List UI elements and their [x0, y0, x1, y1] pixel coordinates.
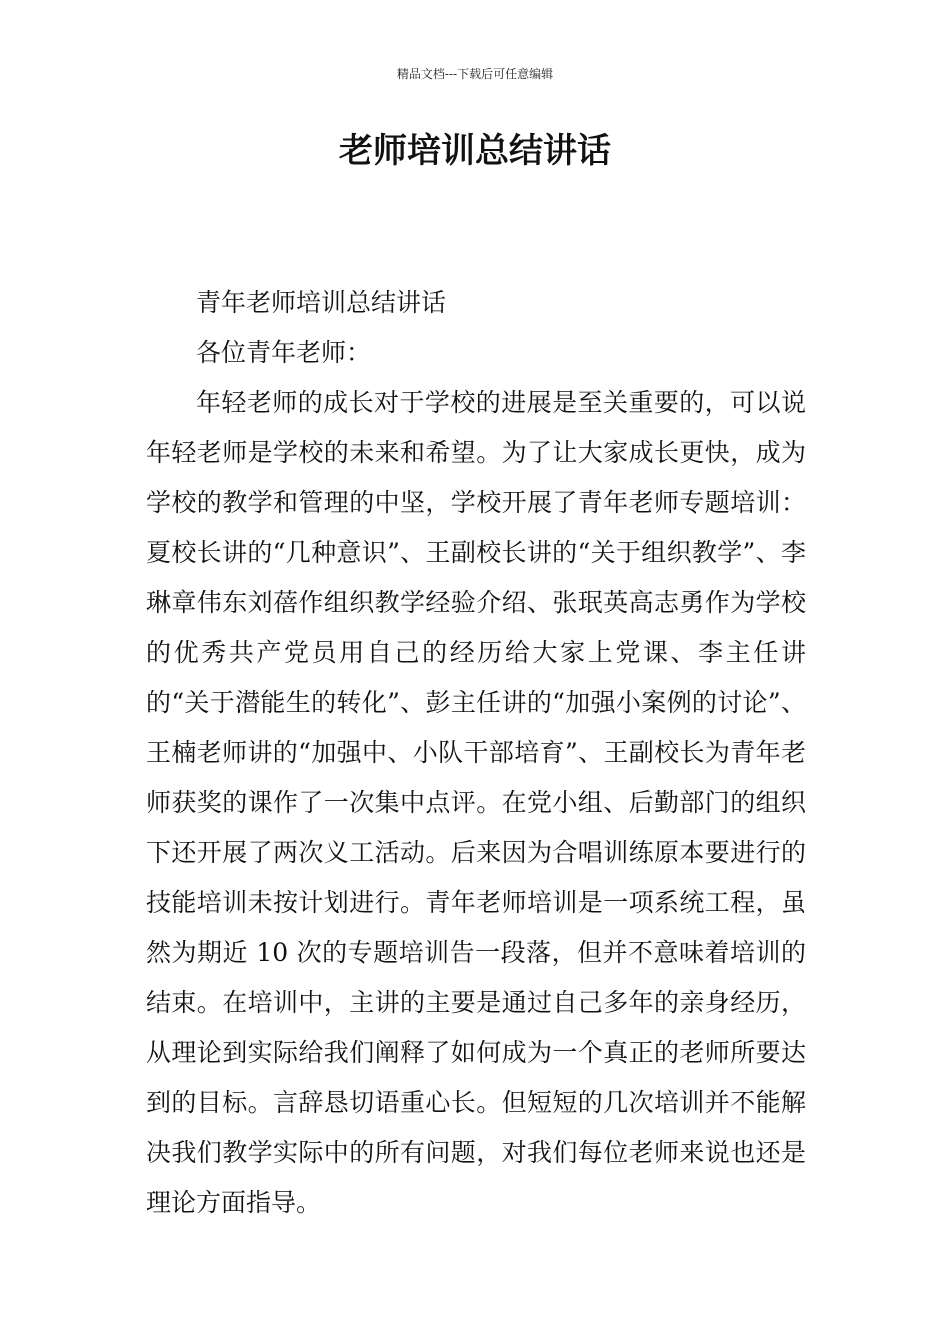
- header-note: 精品文档---下载后可任意编辑: [396, 67, 554, 81]
- body-paragraph: 年轻老师的成长对于学校的进展是至关重要的，可以说年轻老师是学校的未来和希望。为了让大家成长更快，成为学校的教学和管理的中坚，学校开展了青年老师专题培训：夏校长讲的“几种意识”、王副校长讲的“关于组织教学”、李琳章伟东刘蓓作组织教学经验介绍、张珉英高志勇作为学校的优秀共产党员用自己的经历给大家上党课、李主任讲的“关于潜能生的转化”、彭主任讲的“加强小案例的讨论”、王楠老师讲的“加强中、小队干部培育”、王副校长为青年老师获奖的课作了一次集中点评。在党小组、后勤部门的组织下还开展了两次义工活动。后来因为合唱训练原本要进行的技能培训未按计划进行。青年老师培训是一项系统工程，虽然为期近 10 次的专题培训告一段落，但并不意味着培训的结束。在培训中，主讲的主要是通过自己多年的亲身经历，从理论到实际给我们阐释了如何成为一个真正的老师所要达到的目标。言辞恳切语重心长。但短短的几次培训并不能解决我们教学实际中的所有问题，对我们每位老师来说也还是理论方面指导。: [146, 388, 806, 1217]
- salutation: 各位青年老师：: [196, 338, 372, 367]
- document-title: 老师培训总结讲话: [339, 131, 611, 171]
- document-subtitle: 青年老师培训总结讲话: [196, 288, 447, 317]
- document-body: [146, 278, 806, 1228]
